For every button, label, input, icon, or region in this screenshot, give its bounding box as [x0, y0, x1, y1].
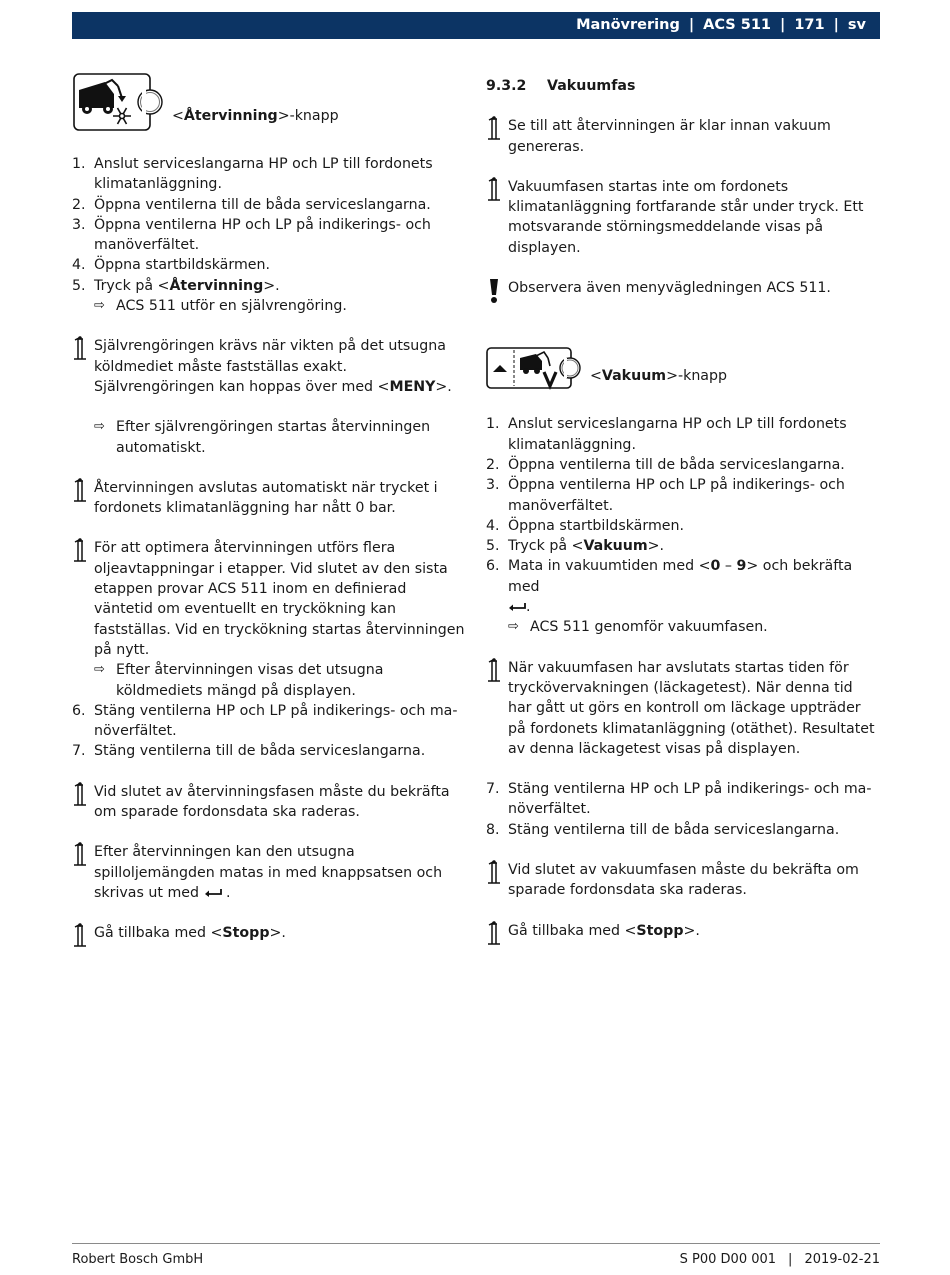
info-note: Självrengöringen krävs när vikten på det utsugna köldmediet måste fastställas exakt. Självrengöringen kan hoppas över med <MENY>. [72, 336, 468, 397]
info-icon [72, 538, 94, 660]
info-note: Efter återvinningen kan den utsugna spilloljemängden matas in med knappsatsen och skrivas ut med . [72, 842, 468, 903]
enter-key-icon [508, 602, 526, 611]
list-item: 2. Öppna ventilerna till de båda serviceslangarna. [486, 456, 845, 473]
info-icon [486, 658, 508, 759]
left-column [72, 68, 468, 956]
info-note: Vakuumfasen startas inte om fordonets klimatanläggning fortfarande står under tryck. Ett motsvarande störningsmeddelande visas på displayen. [486, 177, 880, 258]
info-note: Gå tillbaka med <Stopp>. [486, 921, 880, 953]
info-note: Vid slutet av återvinningsfasen måste du bekräfta om sparade fordonsdata ska raderas. [72, 782, 468, 823]
result-arrow-icon: ⇨ [508, 619, 519, 635]
vacuum-key-row [486, 346, 880, 392]
list-item: 6. Stäng ventilerna HP och LP på indikerings- och ma-növerfältet. [72, 702, 458, 740]
vacuum-steps-list [486, 414, 880, 617]
list-item: 7. Stäng ventilerna till de båda serviceslangarna. [72, 743, 426, 760]
vacuum-steps-list-2 [486, 779, 880, 840]
list-item: 6. Mata in vakuumtiden med <0 – 9> och bekräfta med . [486, 558, 853, 616]
list-item: 1. Anslut serviceslangarna HP och LP till fordonets klimatanläggning. [72, 156, 433, 193]
right-column [486, 68, 880, 953]
list-item: 3. Öppna ventilerna HP och LP på indikerings- och manöverfältet. [72, 216, 431, 254]
info-icon [72, 923, 94, 955]
footer-divider [72, 1243, 880, 1244]
section-title: Vakuumfas [547, 78, 636, 94]
result-arrow-icon: ⇨ [94, 662, 105, 678]
header-section: Manövrering [576, 17, 680, 34]
info-icon [486, 921, 508, 953]
info-icon [486, 177, 508, 258]
info-note: För att optimera återvinningen utförs flera oljeavtappningar i etapper. Vid slutet av den sista etappen provar ACS 511 inom en definierad väntetid om eventuellt en tryckökning kan fastställas. Vid en tryckökning startas återvinningen på nytt. [72, 538, 468, 660]
result-arrow-icon: ⇨ [94, 419, 105, 435]
page-header: Manövrering | ACS 511 | 171 | sv [72, 12, 880, 39]
section-heading [486, 76, 880, 96]
info-note: Se till att återvinningen är klar innan vakuum genereras. [486, 116, 880, 157]
list-item: 2. Öppna ventilerna till de båda serviceslangarna. [72, 196, 431, 213]
recycle-key-icon [72, 68, 164, 132]
list-item: 7. Stäng ventilerna HP och LP på indikerings- och ma-növerfältet. [486, 781, 872, 818]
list-item: 1. Anslut serviceslangarna HP och LP till fordonets klimatanläggning. [486, 416, 847, 453]
info-icon [486, 860, 508, 901]
info-icon [72, 842, 94, 903]
footer-company: Robert Bosch GmbH [72, 1252, 204, 1267]
list-item: 4. Öppna startbildskärmen. [486, 517, 684, 534]
info-note: När vakuumfasen har avslutats startas tiden för tryckövervakningen (läckagetest). När denna tid har gått ut görs en kontroll om läckage uppträder på fordonets klimatanläggning (otäthet). Resultatet av denna läckagetest visas på displayen. [486, 658, 880, 759]
section-number: 9.3.2 [486, 78, 527, 94]
info-icon [72, 478, 94, 519]
result-line: ⇨ Efter återvinningen visas det utsugna köldmediets mängd på displayen. [72, 660, 468, 701]
footer-right: S P00 D00 001 | 2019-02-21 [679, 1252, 880, 1267]
list-item: 8. Stäng ventilerna till de båda serviceslangarna. [486, 821, 840, 838]
result-line: ⇨ Efter självrengöringen startas återvinningen automatiskt. [72, 417, 468, 458]
footer-doc-number: S P00 D00 001 [679, 1252, 777, 1267]
enter-key-icon [204, 888, 222, 897]
result-arrow-icon: ⇨ [94, 298, 105, 314]
info-note: Vid slutet av vakuumfasen måste du bekräfta om sparade fordonsdata ska raderas. [486, 860, 880, 901]
vacuum-key-label: <Vakuum>-knapp [590, 368, 728, 385]
recycle-key-row [72, 68, 468, 132]
info-icon [72, 336, 94, 397]
info-note: Gå tillbaka med <Stopp>. [72, 923, 468, 955]
result-line: ⇨ ACS 511 genomför vakuumfasen. [486, 617, 880, 637]
header-product: ACS 511 [703, 17, 772, 34]
recycle-steps-list [72, 154, 468, 296]
list-item: 5. Tryck på <Vakuum>. [486, 538, 665, 555]
info-note: Återvinningen avslutas automatiskt när trycket i fordonets klimatanläggning har nått 0 bar. [72, 478, 468, 519]
list-item: 3. Öppna ventilerna HP och LP på indikerings- och manöverfältet. [486, 477, 845, 514]
info-icon [72, 782, 94, 823]
recycle-key-label: <Återvinning>-knapp [172, 107, 339, 124]
warning-icon [486, 278, 508, 310]
header-page-number: 171 [794, 17, 825, 34]
recycle-steps-list-2 [72, 701, 468, 762]
vacuum-key-icon [486, 346, 582, 392]
warning-note: Observera även menyvägledningen ACS 511. [486, 278, 880, 310]
list-item: 4. Öppna startbildskärmen. [72, 257, 270, 274]
info-icon [486, 116, 508, 157]
footer-date: 2019-02-21 [804, 1252, 880, 1267]
result-line: ⇨ ACS 511 utför en självrengöring. [72, 296, 468, 316]
list-item: 5. Tryck på <Återvinning>. [72, 277, 280, 294]
header-language: sv [847, 17, 866, 34]
